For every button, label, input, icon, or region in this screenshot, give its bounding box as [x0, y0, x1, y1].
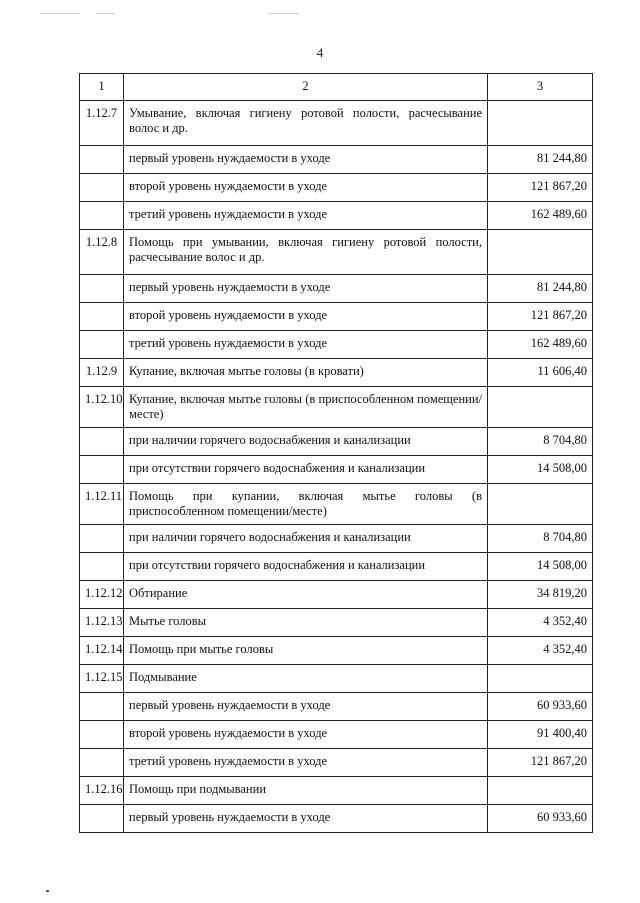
row-number: 1.12.16	[80, 777, 124, 805]
row-value: 121 867,20	[488, 174, 593, 202]
row-value: 91 400,40	[488, 721, 593, 749]
table-row	[80, 101, 593, 146]
row-value	[488, 230, 593, 275]
row-value: 34 819,20	[488, 581, 593, 609]
header-col-3: 3	[488, 74, 593, 101]
row-value: 8 704,80	[488, 428, 593, 456]
row-number: 1.12.15	[80, 665, 124, 693]
row-number: 1.12.12	[80, 581, 124, 609]
row-number	[80, 693, 124, 721]
row-number	[80, 202, 124, 230]
table-row	[80, 665, 593, 693]
row-number	[80, 553, 124, 581]
table-row	[80, 230, 593, 275]
table-row	[80, 331, 593, 359]
row-name: при отсутствии горячего водоснабжения и канализации	[124, 456, 488, 484]
table-row	[80, 581, 593, 609]
row-value	[488, 387, 593, 428]
row-number	[80, 146, 124, 174]
row-number: 1.12.8	[80, 230, 124, 275]
row-value: 11 606,40	[488, 359, 593, 387]
row-name: третий уровень нуждаемости в уходе	[124, 202, 488, 230]
row-number	[80, 303, 124, 331]
row-value: 162 489,60	[488, 331, 593, 359]
row-name: третий уровень нуждаемости в уходе	[124, 331, 488, 359]
row-number	[80, 805, 124, 833]
row-name: Купание, включая мытье головы (в приспособленном помещении/месте)	[124, 387, 488, 428]
row-number: 1.12.7	[80, 101, 124, 146]
row-number	[80, 456, 124, 484]
table-row	[80, 146, 593, 174]
row-name: Купание, включая мытье головы (в кровати)	[124, 359, 488, 387]
row-name: Помощь при умывании, включая гигиену ротовой полости, расчесывание волос и др.	[124, 230, 488, 275]
row-name: Подмывание	[124, 665, 488, 693]
row-name: Помощь при мытье головы	[124, 637, 488, 665]
row-value: 121 867,20	[488, 303, 593, 331]
row-name: при наличии горячего водоснабжения и канализации	[124, 525, 488, 553]
tariff-table	[79, 73, 593, 833]
row-value: 121 867,20	[488, 749, 593, 777]
row-value: 14 508,00	[488, 553, 593, 581]
row-number	[80, 749, 124, 777]
page-number: 4	[316, 45, 324, 60]
row-value: 8 704,80	[488, 525, 593, 553]
row-value: 81 244,80	[488, 146, 593, 174]
row-value	[488, 101, 593, 146]
table-row	[80, 721, 593, 749]
table-header-row	[80, 74, 593, 101]
header-col-1: 1	[80, 74, 124, 101]
table-row	[80, 637, 593, 665]
row-value	[488, 484, 593, 525]
row-number	[80, 428, 124, 456]
row-value: 4 352,40	[488, 609, 593, 637]
row-value: 60 933,60	[488, 805, 593, 833]
table-row	[80, 456, 593, 484]
table-row	[80, 174, 593, 202]
table-row	[80, 553, 593, 581]
row-value: 60 933,60	[488, 693, 593, 721]
table-row	[80, 525, 593, 553]
row-value: 14 508,00	[488, 456, 593, 484]
row-name: Помощь при подмывании	[124, 777, 488, 805]
row-number: 1.12.11	[80, 484, 124, 525]
row-name: Мытье головы	[124, 609, 488, 637]
table-row	[80, 303, 593, 331]
row-name: второй уровень нуждаемости в уходе	[124, 174, 488, 202]
scan-speck	[46, 890, 49, 892]
table-row	[80, 275, 593, 303]
row-value: 4 352,40	[488, 637, 593, 665]
row-name: Обтирание	[124, 581, 488, 609]
table-row	[80, 202, 593, 230]
table-row	[80, 484, 593, 525]
row-name: Помощь при купании, включая мытье головы (в приспособленном помещении/месте)	[124, 484, 488, 525]
row-name: второй уровень нуждаемости в уходе	[124, 303, 488, 331]
row-number	[80, 331, 124, 359]
table-row	[80, 609, 593, 637]
row-number	[80, 275, 124, 303]
table-row	[80, 359, 593, 387]
row-number	[80, 525, 124, 553]
row-name: первый уровень нуждаемости в уходе	[124, 693, 488, 721]
row-number: 1.12.9	[80, 359, 124, 387]
row-number: 1.12.13	[80, 609, 124, 637]
row-number: 1.12.10	[80, 387, 124, 428]
row-name: Умывание, включая гигиену ротовой полости, расчесывание волос и др.	[124, 101, 488, 146]
row-value: 81 244,80	[488, 275, 593, 303]
row-name: при отсутствии горячего водоснабжения и канализации	[124, 553, 488, 581]
table-row	[80, 428, 593, 456]
row-name: второй уровень нуждаемости в уходе	[124, 721, 488, 749]
row-number	[80, 721, 124, 749]
row-number	[80, 174, 124, 202]
row-name: третий уровень нуждаемости в уходе	[124, 749, 488, 777]
scan-artifact	[40, 4, 310, 8]
header-col-2: 2	[124, 74, 488, 101]
table-row	[80, 749, 593, 777]
row-value	[488, 665, 593, 693]
table-row	[80, 387, 593, 428]
row-value	[488, 777, 593, 805]
table-row	[80, 805, 593, 833]
row-name: первый уровень нуждаемости в уходе	[124, 146, 488, 174]
row-name: первый уровень нуждаемости в уходе	[124, 275, 488, 303]
row-value: 162 489,60	[488, 202, 593, 230]
row-number: 1.12.14	[80, 637, 124, 665]
row-name: при наличии горячего водоснабжения и канализации	[124, 428, 488, 456]
table-row	[80, 693, 593, 721]
table-row	[80, 777, 593, 805]
row-name: первый уровень нуждаемости в уходе	[124, 805, 488, 833]
